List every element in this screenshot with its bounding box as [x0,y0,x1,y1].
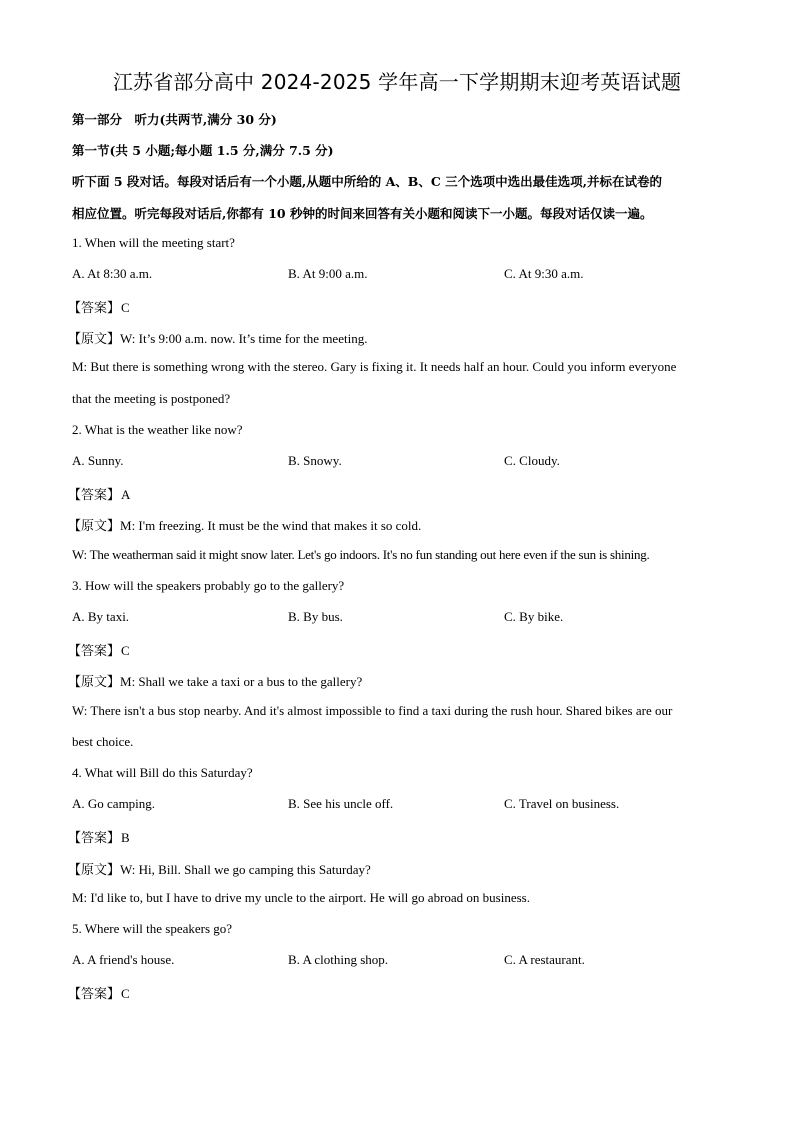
page-title: 江苏省部分高中 2024-2025 学年高一下学期期末迎考英语试题 [112,70,682,94]
script-text: M: Shall we take a taxi or a bus to the gallery? [120,674,363,689]
answer-value: C [121,986,130,1001]
q2-answer [68,484,130,503]
part-heading: 第一部分 听力(共两节,满分 30 分) [72,112,277,127]
q3-script-line-1 [68,671,362,690]
q4-option-a: A. Go camping. [72,796,156,811]
question-1: 1. When will the meeting start? [72,235,235,250]
q1-script-line-3: that the meeting is postponed? [72,391,231,406]
script-text: W: It’s 9:00 a.m. now. It’s time for the meeting. [120,331,368,346]
q3-script-line-3: best choice. [72,734,134,749]
q3-option-b: B. By bus. [288,609,343,624]
question-4: 4. What will Bill do this Saturday? [72,765,253,780]
q5-option-a: A. A friend's house. [72,952,175,967]
q1-option-b: B. At 9:00 a.m. [288,266,368,281]
script-tag: 【原文】 [68,519,121,534]
script-tag: 【原文】 [68,332,121,347]
script-text: M: I'm freezing. It must be the wind that makes it so cold. [120,518,422,533]
answer-value: B [121,830,130,845]
q3-option-a: A. By taxi. [72,609,130,624]
q4-script-line-2: M: I'd like to, but I have to drive my uncle to the airport. He will go abroad on business. [72,890,530,905]
section-heading: 第一节(共 5 小题;每小题 1.5 分,满分 7.5 分) [72,143,334,158]
q3-option-c: C. By bike. [504,609,564,624]
q5-answer [68,983,130,1002]
q1-answer [68,297,130,316]
q4-answer [68,827,130,846]
answer-tag: 【答案】 [68,831,121,846]
q3-script-line-2: W: There isn't a bus stop nearby. And it's almost impossible to find a taxi during the rush hour. Shared bikes are our [72,703,673,718]
answer-value: C [121,643,130,658]
answer-tag: 【答案】 [68,644,121,659]
q1-option-a: A. At 8:30 a.m. [72,266,153,281]
question-3: 3. How will the speakers probably go to the gallery? [72,578,345,593]
q1-option-c: C. At 9:30 a.m. [504,266,584,281]
q5-option-c: C. A restaurant. [504,952,585,967]
q2-option-c: C. Cloudy. [504,453,560,468]
q1-script-line-2: M: But there is something wrong with the stereo. Gary is fixing it. It needs half an hour. Could you inform everyone [72,359,677,374]
q2-script-line-1 [68,515,421,534]
q2-option-b: B. Snowy. [288,453,342,468]
q4-option-b: B. See his uncle off. [288,796,394,811]
answer-tag: 【答案】 [68,301,121,316]
script-text: W: Hi, Bill. Shall we go camping this Saturday? [120,862,371,877]
q2-option-a: A. Sunny. [72,453,124,468]
answer-tag: 【答案】 [68,987,121,1002]
q2-script-line-2: W: The weatherman said it might snow later. Let's go indoors. It's no fun standing out here even if the sun is shining. [72,547,650,562]
question-2: 2. What is the weather like now? [72,422,243,437]
instructions-line-2: 相应位置。听完每段对话后,你都有 10 秒钟的时间来回答有关小题和阅读下一小题。每段对话仅读一遍。 [72,206,653,221]
q4-script-line-1 [68,859,371,878]
answer-value: A [121,487,131,502]
q1-script-line-1 [68,328,367,347]
answer-tag: 【答案】 [68,488,121,503]
question-5: 5. Where will the speakers go? [72,921,233,936]
instructions-line-1: 听下面 5 段对话。每段对话后有一个小题,从题中所给的 A、B、C 三个选项中选出最佳选项,并标在试卷的 [72,174,663,189]
script-tag: 【原文】 [68,675,121,690]
q4-option-c: C. Travel on business. [504,796,620,811]
script-tag: 【原文】 [68,863,121,878]
answer-value: C [121,300,130,315]
q3-answer [68,640,130,659]
q5-option-b: B. A clothing shop. [288,952,389,967]
